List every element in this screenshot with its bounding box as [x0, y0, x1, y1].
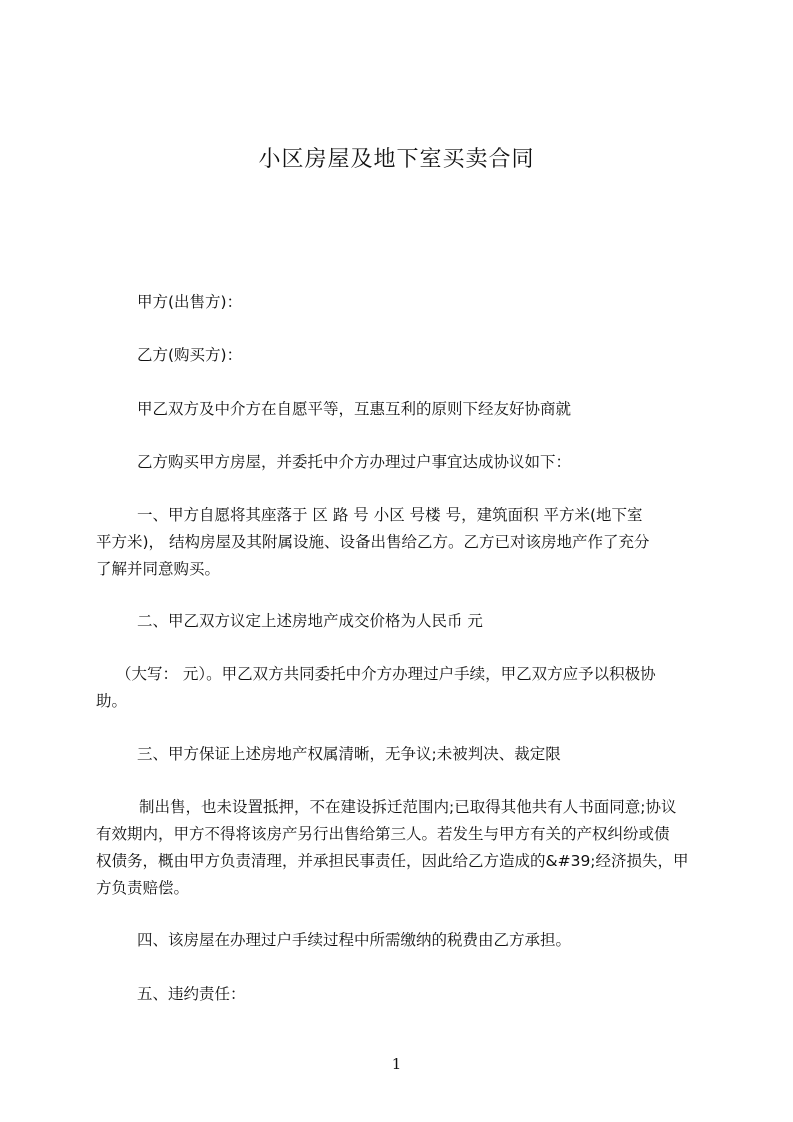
paragraph-intro-2	[137, 449, 742, 476]
paragraph-line: 助。	[96, 692, 128, 710]
paragraph-line: （大写： 元）。甲乙双方共同委托中介方办理过户手续，甲乙双方应予以积极协	[116, 665, 656, 683]
paragraph-party-a	[137, 289, 742, 316]
paragraph-line: 平方米)， 结构房屋及其附属设施、设备出售给乙方。乙方已对该房地产作了充分	[96, 533, 650, 551]
paragraph-line: 了解并同意购买。	[96, 560, 221, 578]
paragraph-clause-1	[96, 502, 701, 583]
page-number: 1	[391, 1055, 402, 1073]
paragraph-line: 甲乙双方及中介方在自愿平等，互惠互利的原则下经友好协商就	[137, 400, 572, 418]
paragraph-line: 一、甲方自愿将其座落于 区 路 号 小区 号楼 号，建筑面积 平方米(地下室	[137, 506, 643, 524]
paragraph-line: 方负责赔偿。	[96, 879, 190, 897]
paragraph-line: 制出售，也未设置抵押，不在建设拆迁范围内;已取得其他共有人书面同意;协议	[139, 798, 677, 816]
paragraph-line: 五、违约责任：	[137, 985, 246, 1003]
paragraph-party-b	[137, 342, 742, 369]
paragraph-line: 四、该房屋在办理过户手续过程中所需缴纳的税费由乙方承担。	[137, 931, 572, 949]
paragraph-clause-4	[137, 927, 742, 954]
paragraph-clause-2-cont	[96, 661, 701, 715]
paragraph-line: 甲方(出售方)：	[137, 293, 243, 311]
paragraph-intro-1	[137, 396, 742, 423]
paragraph-clause-3-cont	[96, 794, 701, 902]
document-title: 小区房屋及地下室买卖合同	[258, 147, 535, 172]
paragraph-clause-2	[137, 608, 742, 635]
paragraph-clause-5	[137, 981, 742, 1008]
paragraph-line: 权债务，概由甲方负责清理，并承担民事责任，因此给乙方造成的&#39;经济损失，甲	[96, 852, 689, 870]
paragraph-line: 乙方购买甲方房屋，并委托中介方办理过户事宜达成协议如下：	[137, 453, 572, 471]
paragraph-line: 二、甲乙双方议定上述房地产成交价格为人民币 元	[137, 612, 483, 630]
paragraph-clause-3	[137, 741, 742, 768]
paragraph-line: 乙方(购买方)：	[137, 346, 243, 364]
paragraph-line: 有效期内，甲方不得将该房产另行出售给第三人。若发生与甲方有关的产权纠纷或债	[96, 825, 670, 843]
paragraph-line: 三、甲方保证上述房地产权属清晰，无争议;未被判决、裁定限	[137, 745, 561, 763]
